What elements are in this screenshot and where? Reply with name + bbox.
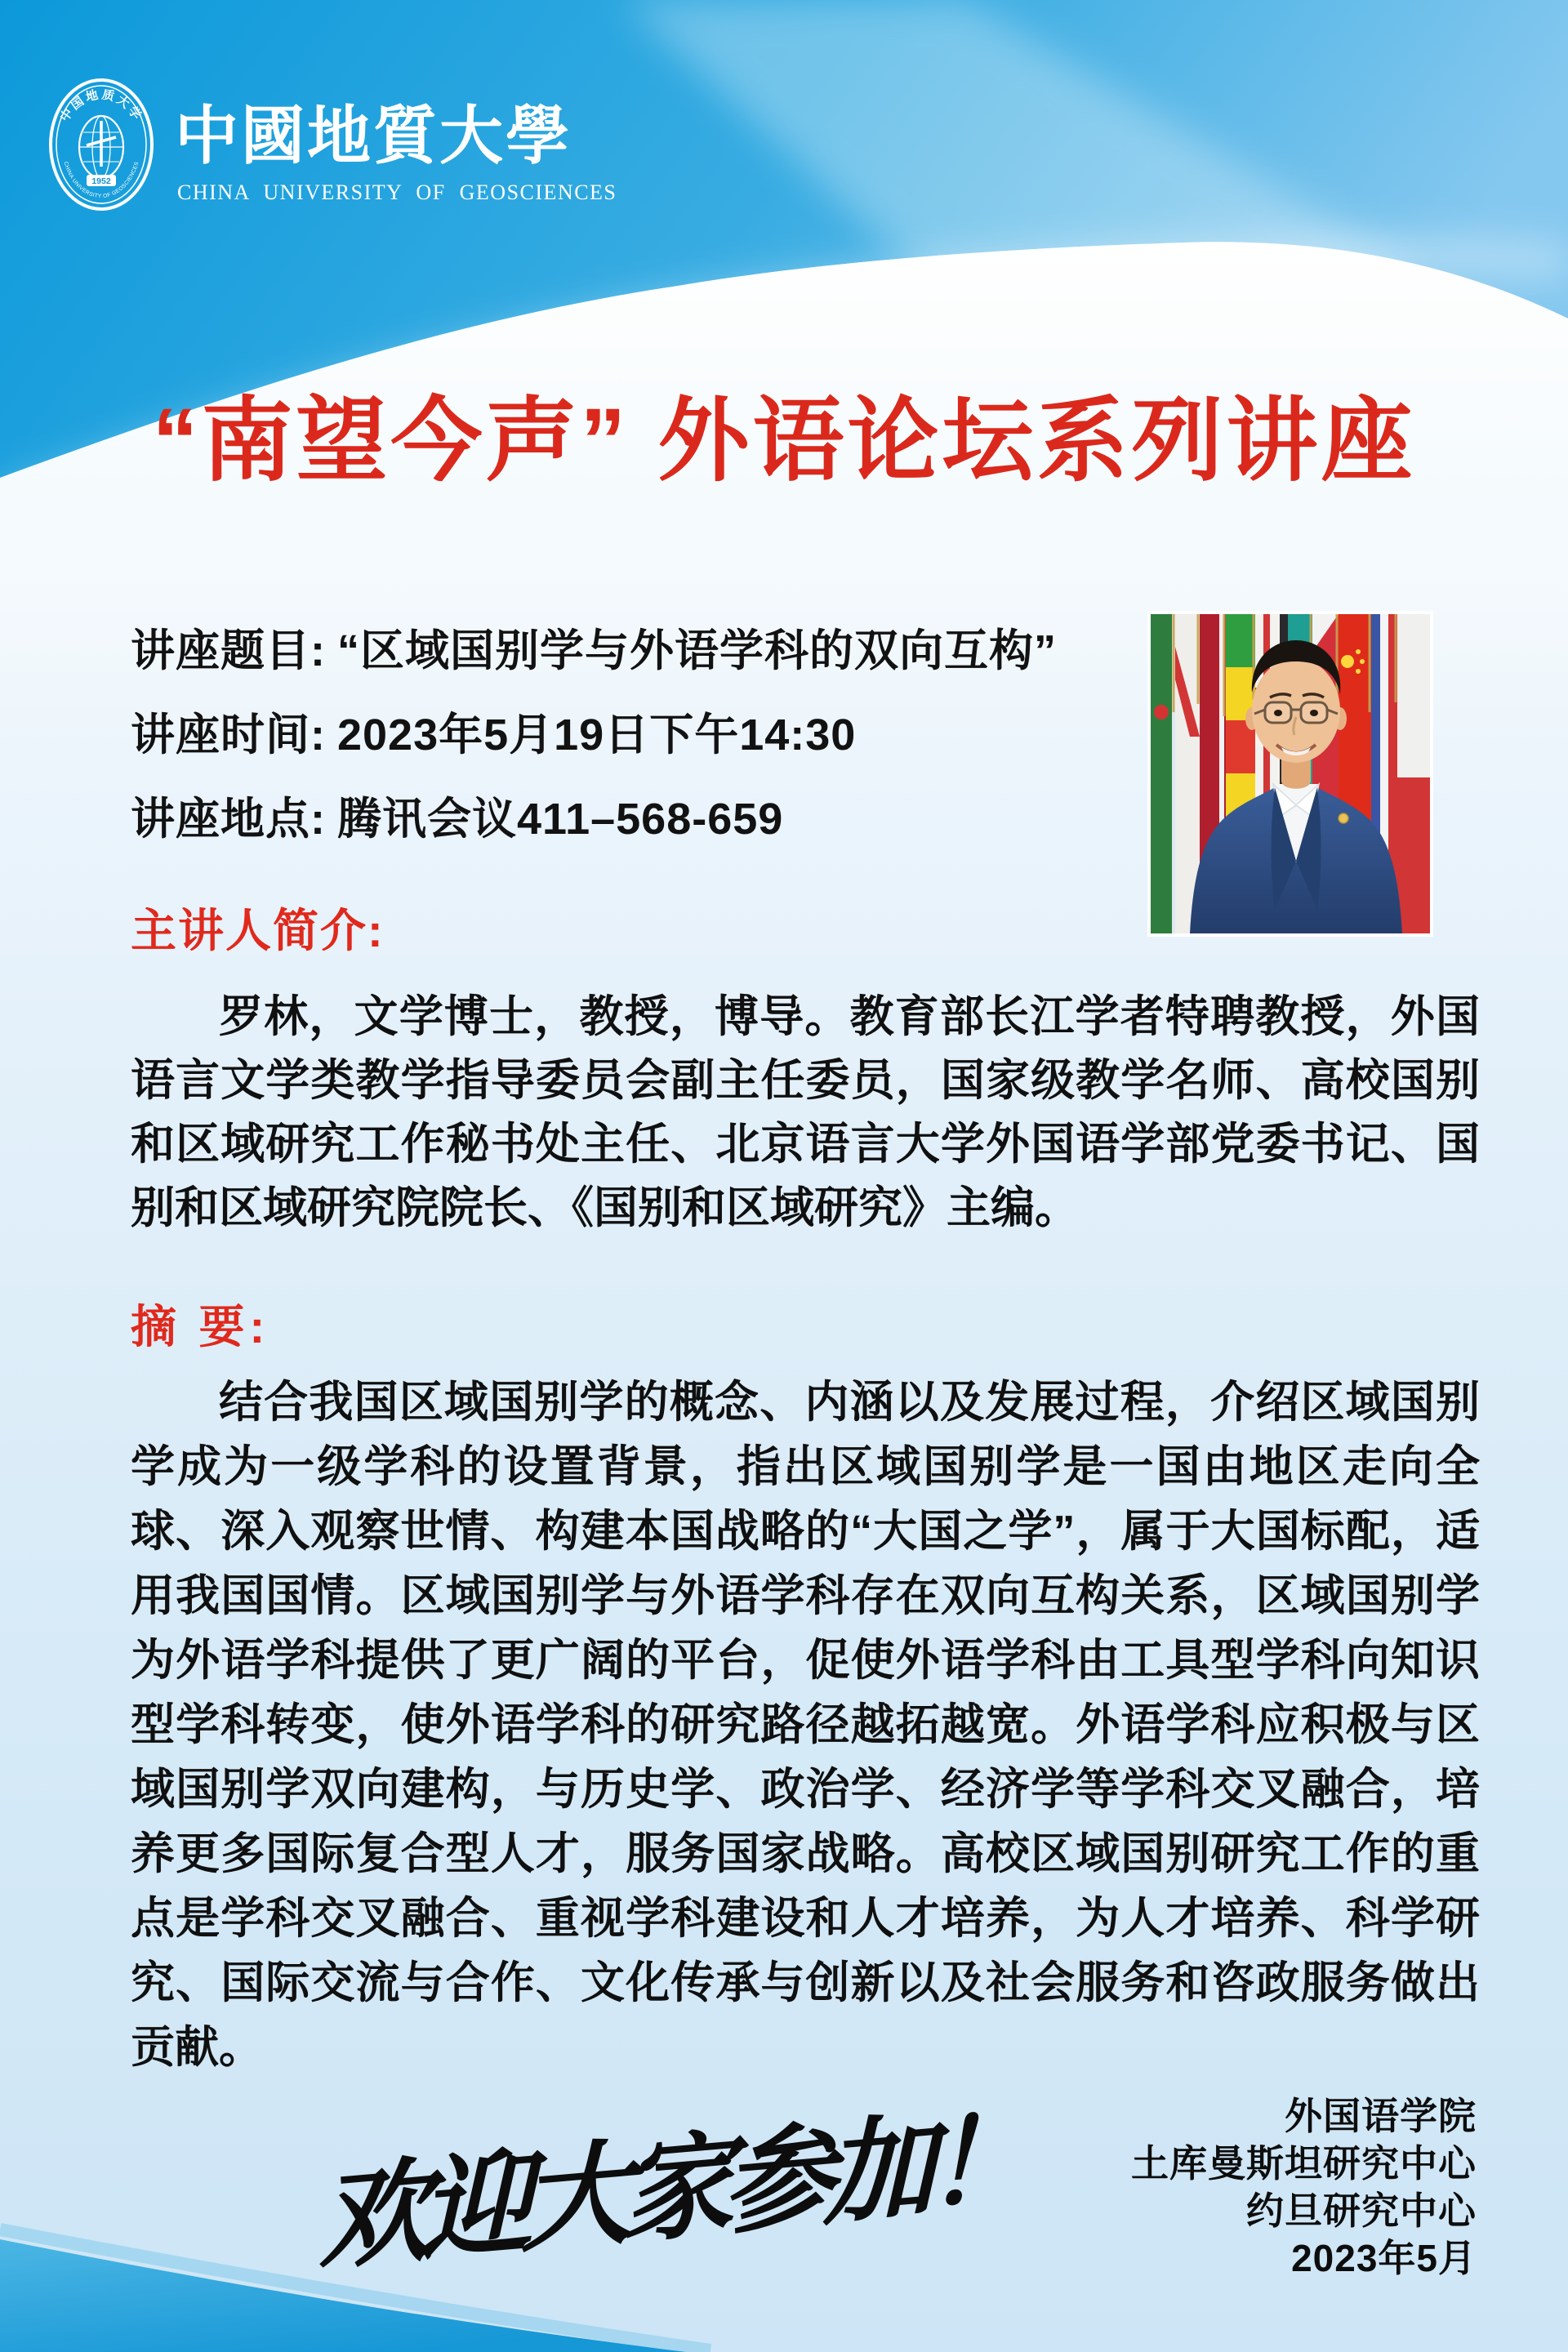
organizer-line: 土库曼斯坦研究中心 — [1131, 2142, 1477, 2185]
detail-label: 讲座题目: — [131, 626, 326, 675]
abstract-body: 结合我国区域国别学的概念、内涵以及发展过程，介绍区域国别学成为一级学科的设置背景，指出区域国别学是一国由地区走向全球、深入观察世情、构建本国战略的“大国之学”，属于大国标配，适用我国国情。区域国别学与外语学科存在双向互构关系，区域国别学为外语学科提供了更广阔的平台，促使外语学科由工具型学科向知识型学科转变，使外语学科的研究路径越拓越宽。外语学科应积极与区域国别学双向建构，与历史学、政治学、经济学等学科交叉融合，培养更多国际复合型人才，服务国家战略。高校区域国别研究工作的重点是学科交叉融合、重视学科建设和人才培养，为人才培养、科学研究、国际交流与合作、文化传承与创新以及社会服务和咨政服务做出贡献。 — [131, 1378, 1480, 2072]
abstract-heading: 摘 要: — [131, 1301, 270, 1352]
detail-row-time — [131, 700, 856, 763]
organizer-line: 外国语学院 — [1285, 2095, 1477, 2137]
university-name-en: CHINA UNIVERSITY OF GEOSCIENCES — [177, 180, 617, 204]
speaker-illustration — [1151, 614, 1430, 933]
detail-value: “区域国别学与外语学科的双向互构” — [336, 626, 1057, 675]
organizer-line: 约旦研究中心 — [1246, 2189, 1477, 2232]
organizer-line: 2023年5月 — [1291, 2237, 1477, 2279]
seal-ring-top-text: 中国地质大学 — [57, 87, 145, 125]
speaker-bio: 罗林，文学博士，教授，博导。教育部长江学者特聘教授，外国语言文学类教学指导委员会副主任委员，国家级教学名师、高校国别和区域研究工作秘书处主任、北京语言大学外国语学部党委书记、国别和区域研究院院长、《国别和区域研究》主编。 — [131, 992, 1480, 1232]
detail-row-venue — [131, 784, 783, 847]
university-seal — [46, 75, 157, 214]
university-name-cn: 中國地質大學 — [175, 100, 572, 172]
speaker-intro-heading: 主讲人简介: — [131, 905, 385, 956]
welcome-calligraphy: 欢迎大家参加！ — [317, 2096, 1027, 2284]
seal-globe-icon — [79, 116, 123, 178]
seal-ring-bottom-text: CHINA UNIVERSITY OF GEOSCIENCES — [62, 161, 140, 200]
organizer-block — [1131, 2092, 1477, 2282]
detail-label: 讲座时间: — [131, 710, 326, 760]
lapel-pin — [1339, 813, 1348, 823]
detail-row-topic — [131, 616, 1057, 679]
seal-year: 1952 — [91, 176, 111, 186]
detail-value: 腾讯会议411–568-659 — [336, 795, 784, 844]
poster-title: “南望今声” 外语论坛系列讲座 — [152, 390, 1416, 492]
speaker-photo — [1147, 611, 1433, 937]
detail-label: 讲座地点: — [131, 795, 326, 844]
detail-value: 2023年5月19日下午14:30 — [336, 710, 857, 760]
